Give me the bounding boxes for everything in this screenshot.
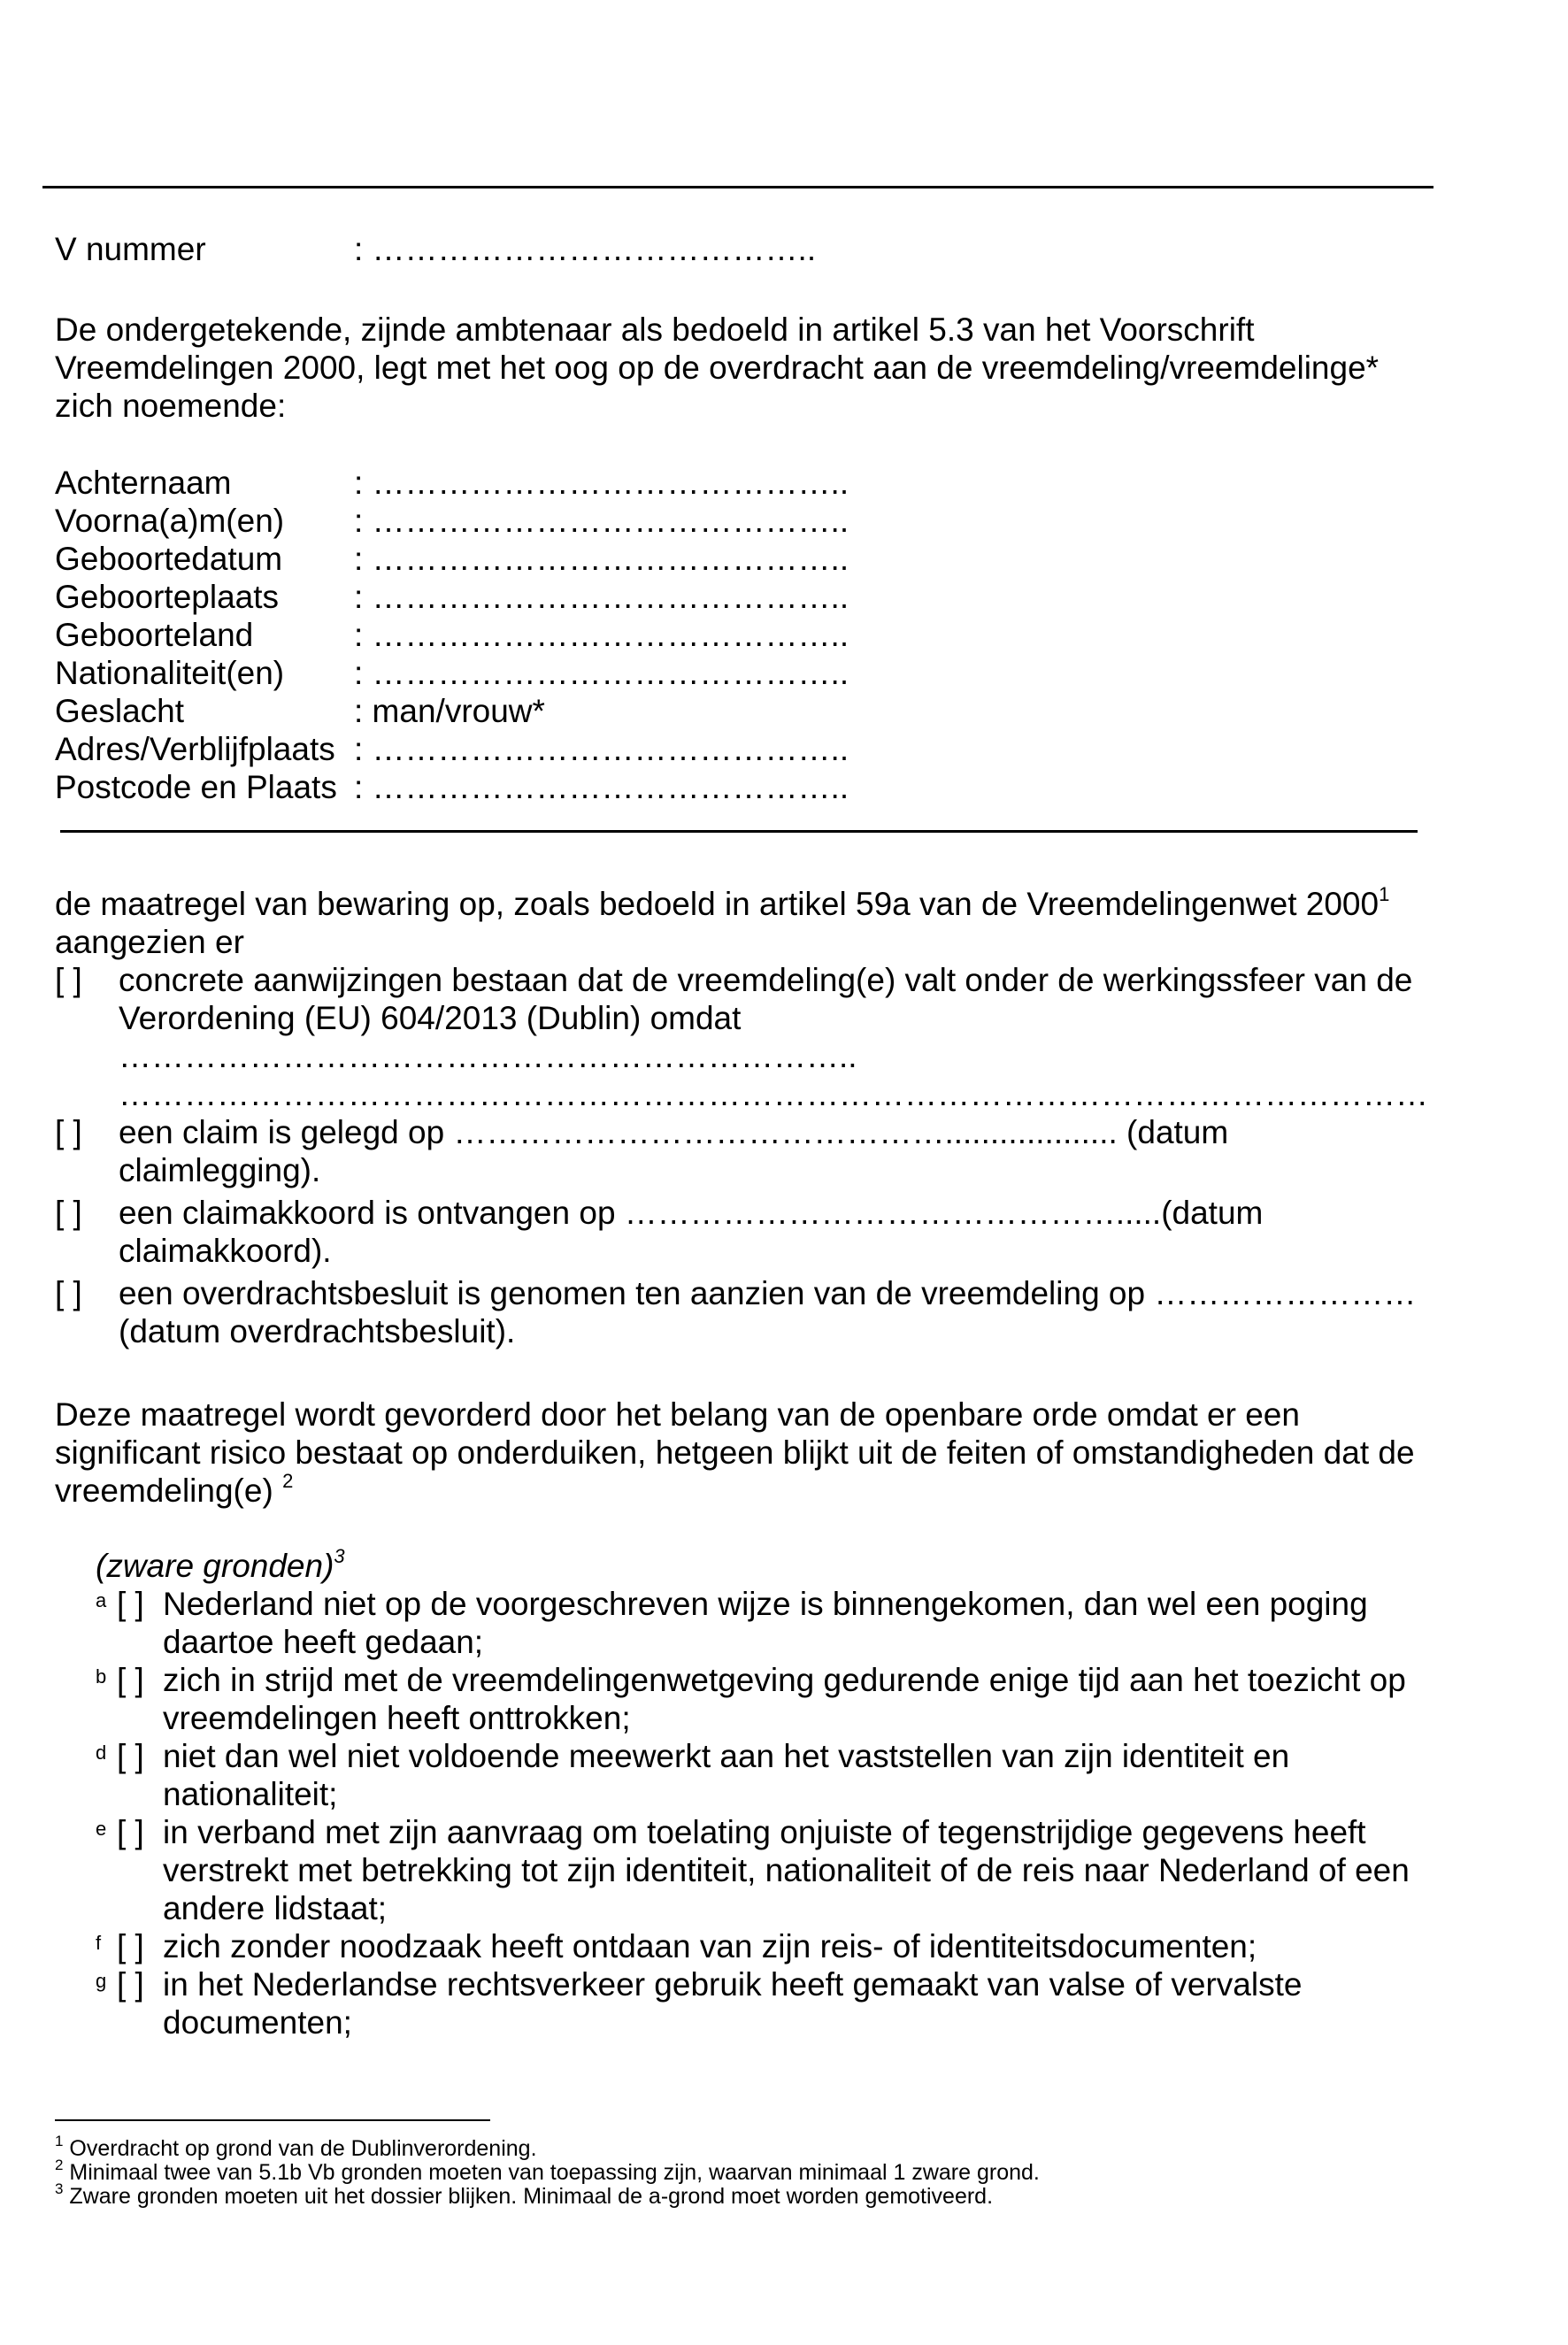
measure-paragraph <box>55 885 1389 961</box>
vnummer-field[interactable]: : ………………………………….. <box>354 231 817 267</box>
heavy-ground-g: g [ ] in het Nederlandse rechtsverkeer gebruik heeft gemaakt van valse of vervalste documenten; <box>96 1966 1303 2041</box>
heavy-ground-b: b [ ] zich in strijd met de vreemdelingenwetgeving gedurende enige tijd aan het toezicht op vreemdelingen heeft onttrokken; <box>96 1662 1406 1736</box>
field-label: Geboortedatum <box>55 541 283 577</box>
top-rule <box>42 186 1433 188</box>
field-row-geslacht <box>55 692 849 730</box>
footnote-rule <box>55 2119 490 2121</box>
field-row-voornamen <box>55 502 849 540</box>
checkbox[interactable]: [ ] <box>117 1966 144 2003</box>
field-value[interactable]: : …………………………………….. <box>354 465 849 501</box>
checkbox[interactable]: [ ] <box>117 1662 144 1698</box>
heavy-ground-d: d [ ] niet dan wel niet voldoende meewerkt aan het vaststellen van zijn identiteit en nationaliteit; <box>96 1738 1290 1812</box>
personal-fields <box>55 464 849 806</box>
field-row-geboorteland <box>55 616 849 654</box>
vnummer-row <box>55 230 816 268</box>
reason-field[interactable]: ………………………………………………………………………………………………………… <box>119 1076 1428 1112</box>
footnote: $^3$ Zware gronden moeten uit het dossier blijken. Minimaal de a-grond moet worden gemotiveerd. <box>55 2180 994 2209</box>
overdrachtsbesluit-option: [ ] een overdrachtsbesluit is genomen ten aanzien van de vreemdeling op …………………… (datum overdrachtsbesluit). <box>55 1275 1417 1349</box>
vnummer-label: V nummer <box>55 231 206 267</box>
field-row-adres <box>55 730 849 768</box>
footnote-ref: 3 <box>334 1545 345 1567</box>
field-label: Geboorteland <box>55 617 254 653</box>
checkbox[interactable]: [ ] <box>55 1114 82 1150</box>
footnote-ref: 1 <box>1379 883 1390 905</box>
dublin-option: [ ] concrete aanwijzingen bestaan dat de vreemdeling(e) valt onder de werkingssfeer van de Verordening (EU) 604/2013 (Dublin) omdat ………………………………………………………….. ………………………………………………………………………………………………………… <box>55 962 1428 1112</box>
field-value[interactable]: : …………………………………….. <box>354 769 849 805</box>
checkbox[interactable]: [ ] <box>117 1928 144 1964</box>
measure-line: de maatregel van bewaring op, zoals bedoeld in artikel 59a van de Vreemdelingenwet 2000$^1$ <box>55 883 1390 922</box>
field-label: Nationaliteit(en) <box>55 655 285 691</box>
field-value[interactable]: : …………………………………….. <box>354 655 849 691</box>
footnote: $^2$ Minimaal twee van 5.1b Vb gronden moeten van toepassing zijn, waarvan minimaal 1 zware grond. <box>55 2157 1040 2185</box>
field-row-achternaam <box>55 464 849 502</box>
intro-line: De ondergetekende, zijnde ambtenaar als bedoeld in artikel 5.3 van het Voorschrift <box>55 311 1255 348</box>
intro-line: Vreemdelingen 2000, legt met het oog op de overdracht aan de vreemdeling/vreemdelinge* <box>55 350 1380 386</box>
checkbox[interactable]: [ ] <box>55 1275 82 1311</box>
field-row-geboorteplaats <box>55 578 849 616</box>
heavy-grounds-heading: (zware gronden)$^3$ <box>96 1545 345 1584</box>
checkbox[interactable]: [ ] <box>117 1586 144 1622</box>
heavy-ground-a: a [ ] Nederland niet op de voorgeschreven wijze is binnengekomen, dan wel een poging daartoe heeft gedaan; <box>96 1586 1368 1660</box>
field-value[interactable]: : …………………………………….. <box>354 579 849 615</box>
heavy-ground-f: f [ ] zich zonder noodzaak heeft ontdaan van zijn reis- of identiteitsdocumenten; <box>96 1928 1257 1964</box>
field-label: Achternaam <box>55 465 232 501</box>
field-row-geboortedatum <box>55 540 849 578</box>
measure-line: aangezien er <box>55 924 244 960</box>
checkbox[interactable]: [ ] <box>55 962 82 998</box>
field-row-postcode <box>55 768 849 806</box>
field-value[interactable]: : man/vrouw* <box>354 693 545 729</box>
field-label: Adres/Verblijfplaats <box>55 731 335 767</box>
field-value[interactable]: : …………………………………….. <box>354 731 849 767</box>
field-label: Voorna(a)m(en) <box>55 503 285 539</box>
heavy-ground-e: e [ ] in verband met zijn aanvraag om toelating onjuiste of tegenstrijdige gegevens heeft verstrekt met betrekking tot zijn identiteit, nationaliteit of de reis naar Nederland of een andere lidstaat; <box>96 1814 1410 1926</box>
checkbox[interactable]: [ ] <box>117 1738 144 1774</box>
claimakkoord-option: [ ] een claimakkoord is ontvangen op ……………………………………….....(datum claimakkoord). <box>55 1195 1264 1269</box>
footnotes <box>55 2133 1040 2209</box>
intro-paragraph <box>55 311 1379 425</box>
section-rule <box>60 830 1418 833</box>
field-label: Geslacht <box>55 693 185 729</box>
field-value[interactable]: : …………………………………….. <box>354 503 849 539</box>
checkbox[interactable]: [ ] <box>117 1814 144 1850</box>
public-order-paragraph: Deze maatregel wordt gevorderd door het belang van de openbare orde omdat er een significant risico bestaat op onderduiken, hetgeen blijkt uit de feiten of omstandigheden dat de vreemdeling(e) $^2$ <box>55 1396 1415 1509</box>
reason-field[interactable]: ………………………………………………………….. <box>119 1038 857 1074</box>
field-value[interactable]: : …………………………………….. <box>354 541 849 577</box>
claim-option: [ ] een claim is gelegd op ………………………………………................... (datum claimlegging). <box>55 1114 1229 1188</box>
checkbox[interactable]: [ ] <box>55 1195 82 1231</box>
field-label: Postcode en Plaats <box>55 769 337 805</box>
footnote: $^1$ Overdracht op grond van de Dublinverordening. <box>55 2133 537 2161</box>
field-value[interactable]: : …………………………………….. <box>354 617 849 653</box>
field-label: Geboorteplaats <box>55 579 280 615</box>
intro-line: zich noemende: <box>55 388 287 424</box>
field-row-nationaliteit <box>55 654 849 692</box>
footnote-ref: 2 <box>282 1470 294 1492</box>
